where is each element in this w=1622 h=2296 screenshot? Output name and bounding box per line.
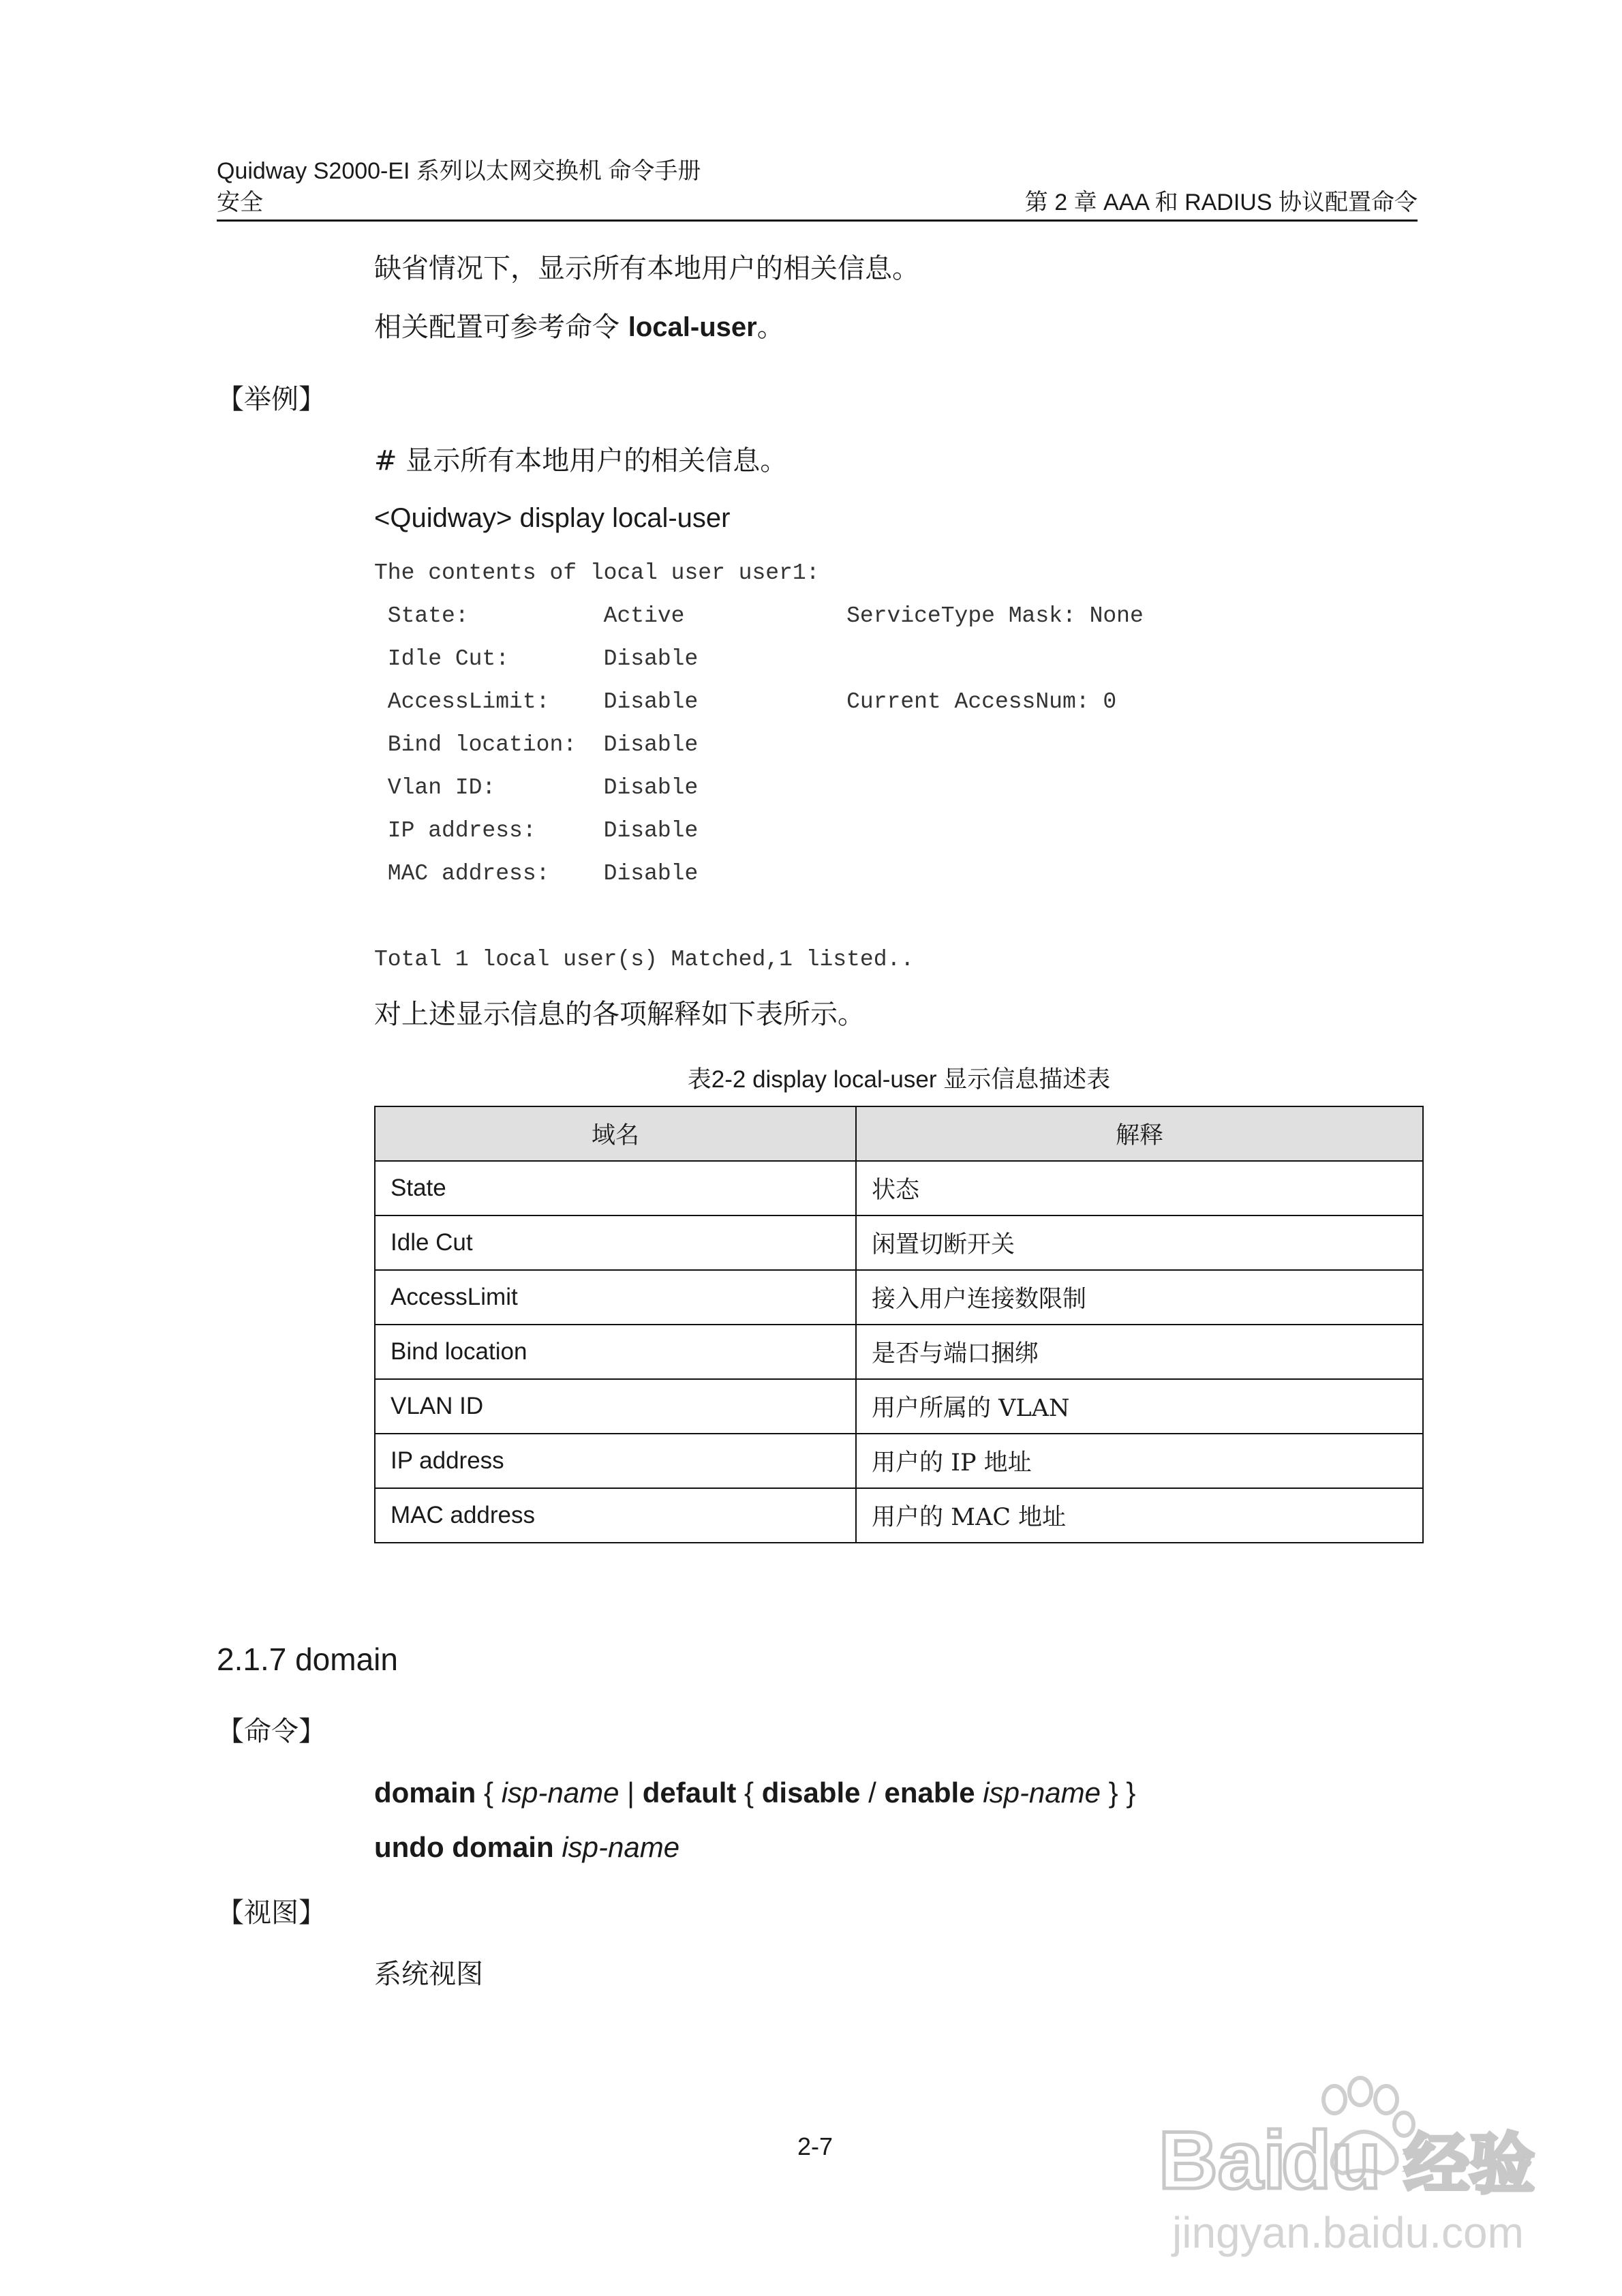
arg-isp-name: isp-name: [501, 1777, 619, 1809]
table-row: [375, 1215, 1423, 1270]
table-cell-field: IP address: [375, 1434, 856, 1488]
undo-space: [554, 1831, 562, 1863]
table-cell-field: State: [375, 1161, 856, 1215]
undo-arg-isp-name: isp-name: [562, 1831, 680, 1863]
header-rule: [217, 220, 1418, 222]
output-line-7: IP address: Disable: [374, 818, 699, 843]
kw-default: default: [642, 1777, 737, 1809]
example-comment: # 显示所有本地用户的相关信息。: [374, 445, 788, 477]
table-cell-explanation: 接入用户连接数限制: [856, 1270, 1423, 1325]
example-command: <Quidway> display local-user: [374, 503, 731, 533]
intro-line-1: 缺省情况下，显示所有本地用户的相关信息。: [374, 253, 919, 284]
output-line-4: AccessLimit: Disable Current AccessNum: 0: [374, 689, 1117, 714]
intro-line-2-suffix: 。: [756, 312, 784, 343]
view-text: 系统视图: [374, 1959, 483, 1990]
domain-syntax: [374, 1772, 1135, 1813]
table-cell-field: AccessLimit: [375, 1270, 856, 1325]
table-row: [375, 1434, 1423, 1488]
output-line-5: Bind location: Disable: [374, 732, 699, 757]
local-user-command: local-user: [628, 312, 757, 342]
output-line-3: Idle Cut: Disable: [374, 646, 699, 671]
syntax-brace-open: {: [476, 1777, 502, 1809]
column-header-field: 域名: [375, 1106, 856, 1161]
kw-enable: enable: [884, 1777, 975, 1809]
syntax-slash: /: [860, 1777, 885, 1809]
table-cell-field: Idle Cut: [375, 1215, 856, 1270]
header-chapter: 第 2 章 AAA 和 RADIUS 协议配置命令: [1024, 190, 1418, 215]
table-cell-explanation: 闲置切断开关: [856, 1215, 1423, 1270]
intro-line-2: [374, 308, 784, 346]
undo-domain-syntax: [374, 1827, 679, 1868]
syntax-space: [975, 1777, 983, 1809]
baidu-jingyan-watermark: [1159, 2072, 1540, 2212]
description-table: [374, 1106, 1424, 1543]
kw-disable: disable: [761, 1777, 861, 1809]
watermark-brand-cn: 经验: [1404, 2126, 1535, 2203]
intro-line-2-prefix: 相关配置可参考命令: [374, 312, 628, 343]
syntax-brace-close: } }: [1101, 1777, 1136, 1809]
syntax-pipe: |: [619, 1777, 643, 1809]
page-number: 2-7: [797, 2132, 833, 2160]
output-line-8: MAC address: Disable: [374, 861, 699, 886]
table-row: [375, 1161, 1423, 1215]
output-line-2: State: Active ServiceType Mask: None: [374, 603, 1144, 629]
column-header-explanation: 解释: [856, 1106, 1423, 1161]
table-cell-explanation: 状态: [856, 1161, 1423, 1215]
table-cell-field: MAC address: [375, 1488, 856, 1543]
command-heading: 【命令】: [217, 1716, 326, 1747]
arg-isp-name-2: isp-name: [983, 1777, 1101, 1809]
paw-icon: [1159, 2072, 1540, 2209]
header-subtitle: 安全: [217, 190, 263, 215]
table-intro-text: 对上述显示信息的各项解释如下表所示。: [374, 999, 865, 1030]
table-cell-field: VLAN ID: [375, 1379, 856, 1434]
table-cell-explanation: 用户的 MAC 地址: [856, 1488, 1423, 1543]
table-caption: 表2-2 display local-user 显示信息描述表: [687, 1066, 1111, 1093]
table-header-row: [375, 1106, 1423, 1161]
watermark-brand: Bai: [1159, 2115, 1286, 2206]
syntax-brace-open-2: {: [736, 1777, 762, 1809]
section-title: 2.1.7 domain: [217, 1642, 398, 1677]
table-row: [375, 1488, 1423, 1543]
output-line-6: Vlan ID: Disable: [374, 775, 699, 800]
output-line-1: The contents of local user user1:: [374, 560, 820, 586]
header-title: Quidway S2000-EI 系列以太网交换机 命令手册: [217, 158, 701, 184]
table-cell-explanation: 用户的 IP 地址: [856, 1434, 1423, 1488]
table-row: [375, 1379, 1423, 1434]
example-heading: 【举例】: [217, 384, 326, 415]
kw-undo-domain: undo domain: [374, 1831, 554, 1863]
watermark-url: jingyan.baidu.com: [1172, 2208, 1524, 2257]
watermark-brand-2: du: [1281, 2115, 1381, 2206]
output-line-10: Total 1 local user(s) Matched,1 listed..: [374, 947, 915, 972]
table-row: [375, 1325, 1423, 1379]
table-cell-explanation: 用户所属的 VLAN: [856, 1379, 1423, 1434]
kw-domain: domain: [374, 1777, 476, 1809]
table-row: [375, 1270, 1423, 1325]
table-cell-explanation: 是否与端口捆绑: [856, 1325, 1423, 1379]
view-heading: 【视图】: [217, 1897, 326, 1929]
table-cell-field: Bind location: [375, 1325, 856, 1379]
